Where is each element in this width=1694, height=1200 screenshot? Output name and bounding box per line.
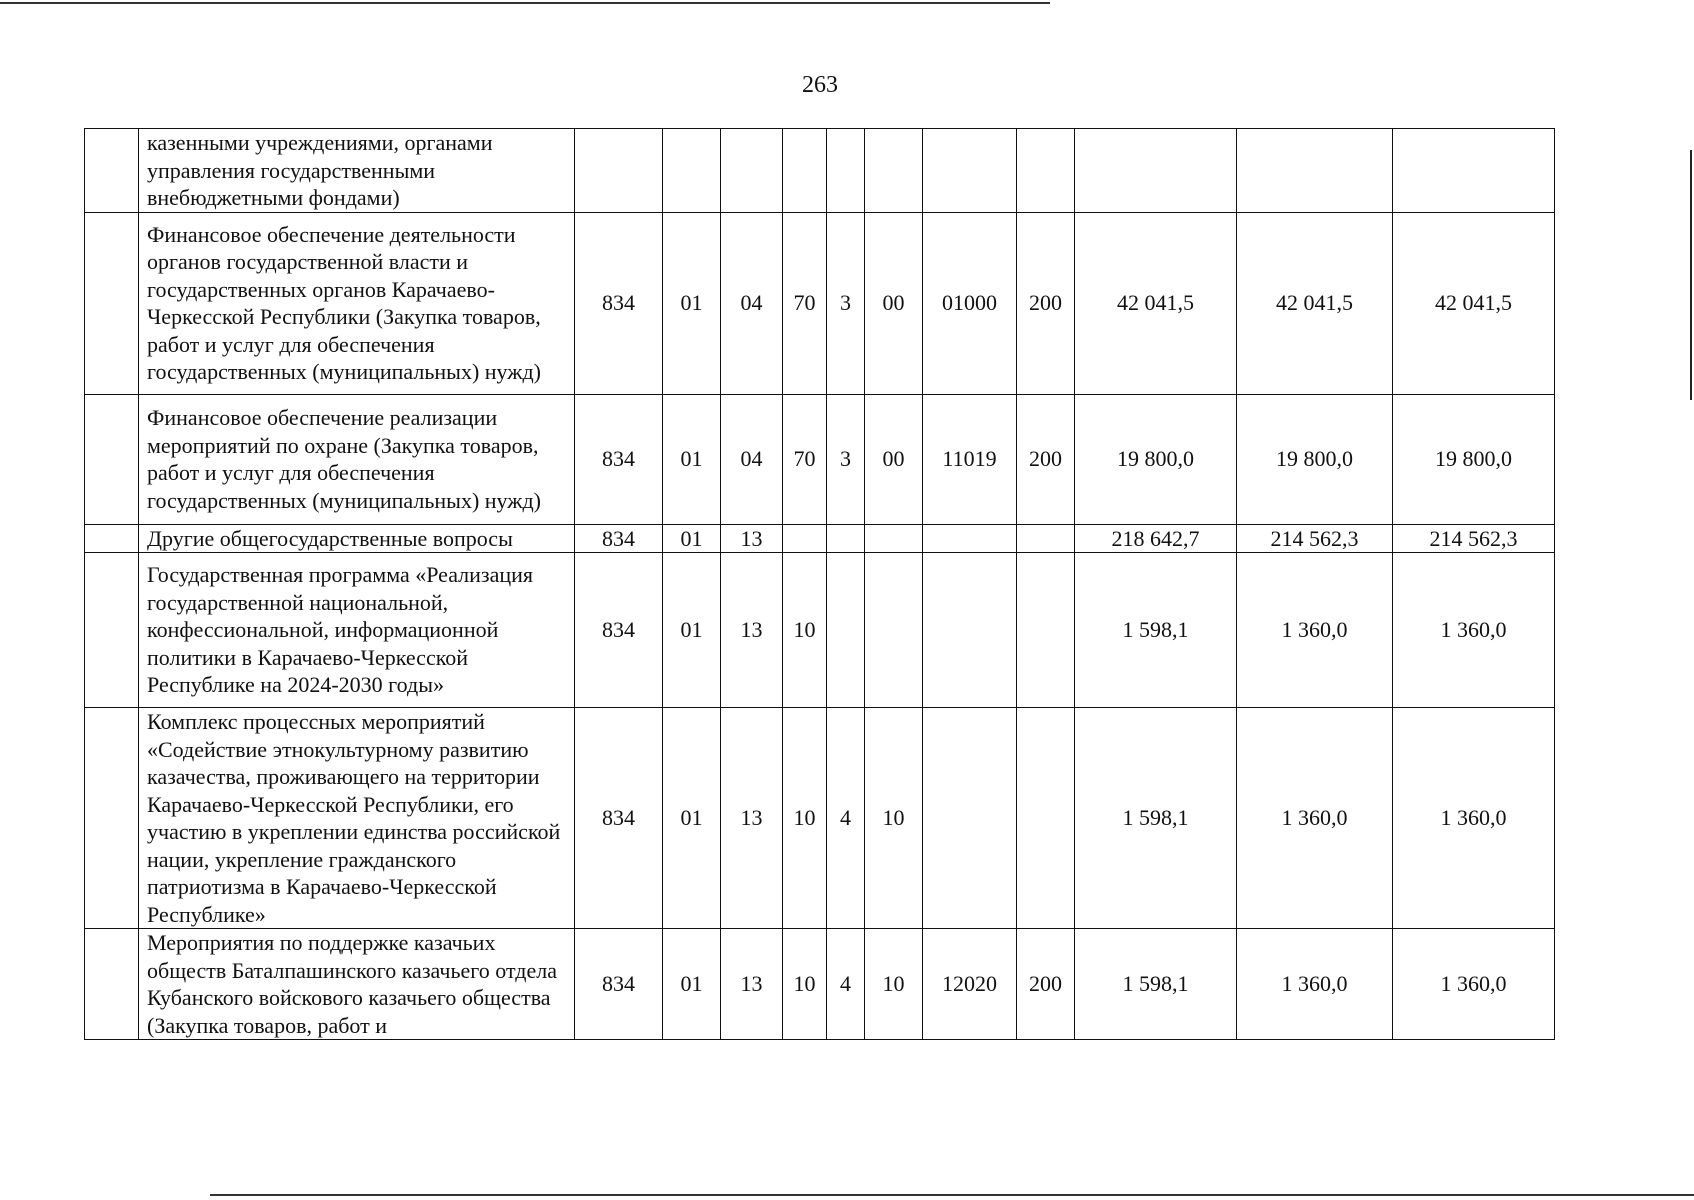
- page-number: 263: [802, 72, 838, 98]
- event-code-cell: [865, 553, 923, 708]
- sum-year3-cell: 1 360,0: [1393, 553, 1555, 708]
- sum-year3-cell: 19 800,0: [1393, 394, 1555, 524]
- expense-type-cell: [1017, 524, 1075, 553]
- row-marker-cell: [85, 553, 139, 708]
- event-code-cell: 10: [865, 708, 923, 929]
- sum-year3-cell: 42 041,5: [1393, 212, 1555, 394]
- event-code-cell: 00: [865, 212, 923, 394]
- sum-year3-cell: [1393, 129, 1555, 213]
- subprogram-code-cell: 4: [827, 708, 865, 929]
- program-code-cell: 70: [783, 212, 827, 394]
- event-code-cell: 00: [865, 394, 923, 524]
- direction-code-cell: [923, 129, 1017, 213]
- section-code-cell: 01: [663, 708, 721, 929]
- table-row: [85, 212, 1555, 394]
- subsection-code-cell: 13: [721, 553, 783, 708]
- subprogram-code-cell: 4: [827, 929, 865, 1040]
- subprogram-code-cell: [827, 553, 865, 708]
- program-code-cell: 10: [783, 708, 827, 929]
- section-code-cell: [663, 129, 721, 213]
- section-code-cell: 01: [663, 394, 721, 524]
- expense-type-cell: [1017, 708, 1075, 929]
- subsection-code-cell: [721, 129, 783, 213]
- row-marker-cell: [85, 524, 139, 553]
- subprogram-code-cell: [827, 524, 865, 553]
- direction-code-cell: [923, 708, 1017, 929]
- table-row: [85, 524, 1555, 553]
- row-name-cell: казенными учреждениями, органами управления государственными внебюджетными фондами): [139, 129, 575, 213]
- subprogram-code-cell: [827, 129, 865, 213]
- subsection-code-cell: 13: [721, 524, 783, 553]
- direction-code-cell: 01000: [923, 212, 1017, 394]
- expense-type-cell: 200: [1017, 212, 1075, 394]
- sum-year2-cell: 19 800,0: [1237, 394, 1393, 524]
- row-name-cell: Мероприятия по поддержке казачьих обществ Баталпашинского казачьего отдела Кубанского войскового казачьего общества (Закупка товаров, работ и: [139, 929, 575, 1040]
- sum-year2-cell: 1 360,0: [1237, 553, 1393, 708]
- row-name-cell: Комплекс процессных мероприятий «Содействие этнокультурному развитию казачества, проживающего на территории Карачаево-Черкесской Республики, его участию в укреплении единства российской нации, укрепление гражданского патриотизма в Карачаево-Черкесской Республике»: [139, 708, 575, 929]
- event-code-cell: 10: [865, 929, 923, 1040]
- ved-code-cell: 834: [575, 524, 663, 553]
- program-code-cell: [783, 524, 827, 553]
- sum-year2-cell: 42 041,5: [1237, 212, 1393, 394]
- ved-code-cell: 834: [575, 212, 663, 394]
- program-code-cell: 70: [783, 394, 827, 524]
- sum-year1-cell: 42 041,5: [1075, 212, 1237, 394]
- sum-year2-cell: 214 562,3: [1237, 524, 1393, 553]
- sum-year1-cell: 218 642,7: [1075, 524, 1237, 553]
- sum-year1-cell: 1 598,1: [1075, 929, 1237, 1040]
- sum-year1-cell: 1 598,1: [1075, 553, 1237, 708]
- sum-year1-cell: [1075, 129, 1237, 213]
- row-marker-cell: [85, 212, 139, 394]
- row-marker-cell: [85, 929, 139, 1040]
- subprogram-code-cell: 3: [827, 394, 865, 524]
- sum-year3-cell: 214 562,3: [1393, 524, 1555, 553]
- sum-year1-cell: 19 800,0: [1075, 394, 1237, 524]
- direction-code-cell: [923, 524, 1017, 553]
- ved-code-cell: [575, 129, 663, 213]
- section-code-cell: 01: [663, 524, 721, 553]
- program-code-cell: [783, 129, 827, 213]
- row-name-cell: Государственная программа «Реализация государственной национальной, конфессиональной, информационной политики в Карачаево-Черкесской Республике на 2024-2030 годы»: [139, 553, 575, 708]
- row-name-cell: Финансовое обеспечение деятельности органов государственной власти и государственных органов Карачаево-Черкесской Республики (Закупка товаров, работ и услуг для обеспечения государственных (муниципальных) нужд): [139, 212, 575, 394]
- scan-edge-bottom: [210, 1194, 1694, 1196]
- table-row: [85, 394, 1555, 524]
- expense-type-cell: 200: [1017, 394, 1075, 524]
- expense-type-cell: [1017, 129, 1075, 213]
- sum-year3-cell: 1 360,0: [1393, 708, 1555, 929]
- ved-code-cell: 834: [575, 929, 663, 1040]
- section-code-cell: 01: [663, 553, 721, 708]
- subsection-code-cell: 13: [721, 929, 783, 1040]
- table-row: [85, 929, 1555, 1040]
- direction-code-cell: [923, 553, 1017, 708]
- budget-table: [84, 128, 1555, 1040]
- sum-year1-cell: 1 598,1: [1075, 708, 1237, 929]
- row-name-cell: Финансовое обеспечение реализации мероприятий по охране (Закупка товаров, работ и услуг для обеспечения государственных (муниципальных) нужд): [139, 394, 575, 524]
- ved-code-cell: 834: [575, 394, 663, 524]
- direction-code-cell: 12020: [923, 929, 1017, 1040]
- event-code-cell: [865, 129, 923, 213]
- sum-year2-cell: [1237, 129, 1393, 213]
- row-marker-cell: [85, 394, 139, 524]
- section-code-cell: 01: [663, 212, 721, 394]
- sum-year3-cell: 1 360,0: [1393, 929, 1555, 1040]
- ved-code-cell: 834: [575, 708, 663, 929]
- expense-type-cell: [1017, 553, 1075, 708]
- sum-year2-cell: 1 360,0: [1237, 708, 1393, 929]
- subsection-code-cell: 04: [721, 394, 783, 524]
- subprogram-code-cell: 3: [827, 212, 865, 394]
- table-row: [85, 553, 1555, 708]
- program-code-cell: 10: [783, 929, 827, 1040]
- scan-edge-right: [1690, 150, 1692, 400]
- event-code-cell: [865, 524, 923, 553]
- direction-code-cell: 11019: [923, 394, 1017, 524]
- table-row: [85, 708, 1555, 929]
- row-marker-cell: [85, 129, 139, 213]
- program-code-cell: 10: [783, 553, 827, 708]
- row-name-cell: Другие общегосударственные вопросы: [139, 524, 575, 553]
- subsection-code-cell: 04: [721, 212, 783, 394]
- table-body: [85, 129, 1555, 1040]
- ved-code-cell: 834: [575, 553, 663, 708]
- sum-year2-cell: 1 360,0: [1237, 929, 1393, 1040]
- expense-type-cell: 200: [1017, 929, 1075, 1040]
- scan-edge-top: [0, 2, 1050, 4]
- table-row: [85, 129, 1555, 213]
- section-code-cell: 01: [663, 929, 721, 1040]
- subsection-code-cell: 13: [721, 708, 783, 929]
- row-marker-cell: [85, 708, 139, 929]
